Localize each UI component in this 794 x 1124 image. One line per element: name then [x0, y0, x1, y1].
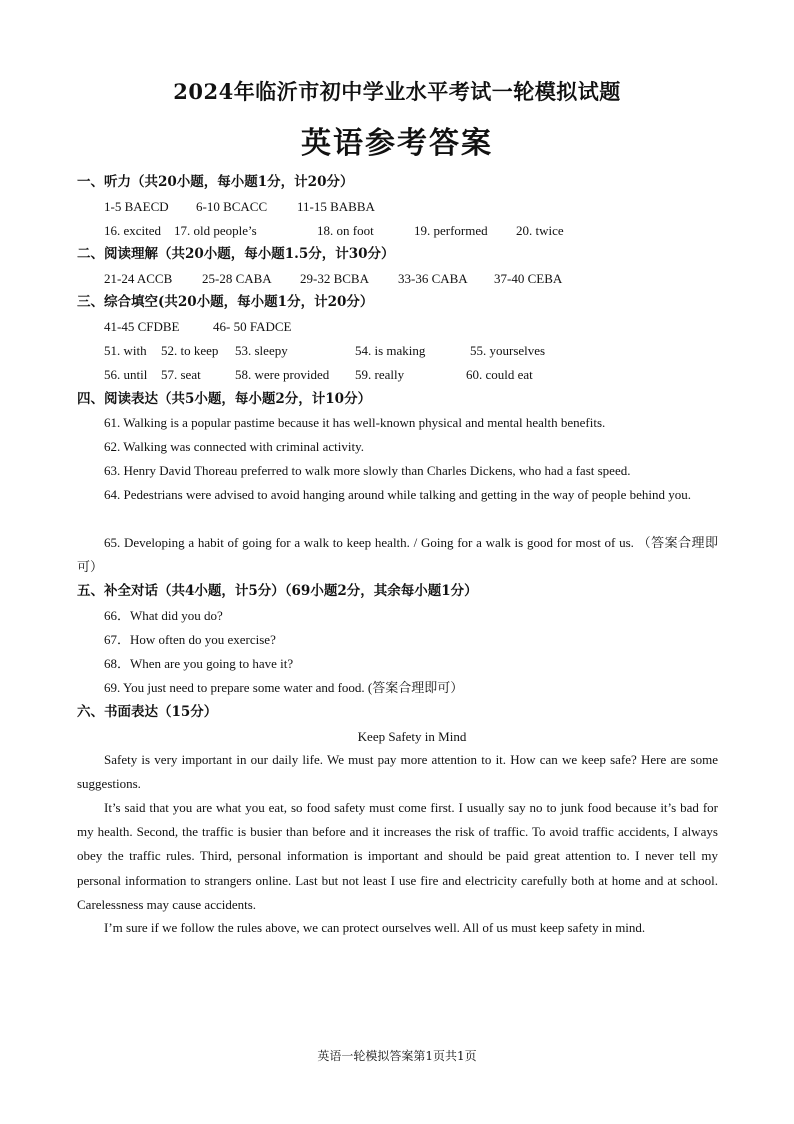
answer-66: 66．What did you do? [104, 608, 223, 623]
section-expression-heading: 四、阅读表达（共5小题，每小题2分，计10分） [77, 391, 372, 407]
essay-title: Keep Safety in Mind [357, 729, 467, 744]
section-dialogue-heading: 五、补全对话（共4小题，计5分）（69小题2分，其余每小题1分） [77, 583, 478, 599]
answer-item: 59. really [355, 367, 405, 382]
section-listening-heading: 一、听力（共20小题，每小题1分，计20分） [77, 174, 354, 190]
essay-paragraph-3: I’m sure if we follow the rules above, we can protect ourselves well. All of us must keep safety in mind. [104, 920, 646, 935]
answer-group: 6-10 BCACC [196, 199, 268, 214]
essay-paragraph-2: It’s said that you are what you eat, so food safety must come first. I usually say no to junk food because it’s bad for my health. Second, the traffic is busier than before and it increases the risk of traffic. To avoid traffic accidents, I always obey the traffic rules. Third, personal information is important and should be paid great attention to. I never tell my personal information to strangers online. Last but not least I use fire and electricity carefully both at home and at school. Carelessness may cause accidents. [77, 800, 718, 912]
answer-68: 68．When are you going to have it? [104, 656, 294, 671]
answer-item: 16. excited [104, 223, 162, 238]
essay-paragraph-1: Safety is very important in our daily life. We must pay more attention to it. How can we keep safe? Here are some suggestions. [77, 752, 718, 792]
answer-69: 69. You just need to prepare some water and food. (答案合理即可） [104, 680, 464, 695]
answer-61: 61. Walking is a popular pastime because it has well-known physical and mental health benefits. [104, 415, 606, 430]
answer-item: 54. is making [355, 343, 426, 358]
answer-group: 33-36 CABA [398, 271, 468, 286]
answer-item: 60. could eat [466, 367, 533, 382]
answer-item: 51. with [104, 343, 147, 358]
section-cloze-heading: 三、综合填空(共20小题，每小题1分，计20分） [77, 294, 374, 310]
answer-group: 21-24 ACCB [104, 271, 173, 286]
answer-item: 20. twice [516, 223, 564, 238]
answer-group: 46- 50 FADCE [213, 319, 292, 334]
answer-item: 55. yourselves [470, 343, 546, 358]
answer-62: 62. Walking was connected with criminal activity. [104, 439, 364, 454]
answer-item: 19. performed [414, 223, 488, 238]
answer-group: 25-28 CABA [202, 271, 272, 286]
answer-group: 41-45 CFDBE [104, 319, 180, 334]
answer-group: 1-5 BAECD [104, 199, 169, 214]
answer-67: 67．How often do you exercise? [104, 632, 276, 647]
answer-group: 29-32 BCBA [300, 271, 369, 286]
answer-key-title: 英语参考答案 [301, 126, 493, 161]
answer-item: 56. until [104, 367, 148, 382]
section-writing-heading: 六、书面表达（15分） [77, 704, 218, 720]
answer-item: 58. were provided [235, 367, 330, 382]
answer-64: 64. Pedestrians were advised to avoid hanging around while talking and getting in the way of people behind you. [104, 487, 692, 502]
answer-item: 52. to keep [161, 343, 219, 358]
page-footer: 英语一轮模拟答案第1页共1页 [317, 1049, 477, 1063]
answer-63: 63. Henry David Thoreau preferred to walk more slowly than Charles Dickens, who had a fast speed. [104, 463, 631, 478]
answer-item: 57. seat [161, 367, 201, 382]
answer-item: 17. old people’s [174, 223, 257, 238]
answer-65: 65. Developing a habit of going for a walk to keep health. / Going for a walk is good for most of us. （答案合理即可） [77, 535, 718, 575]
exam-title: 2024年临沂市初中学业水平考试一轮模拟试题 [173, 79, 621, 104]
answer-group: 11-15 BABBA [297, 199, 375, 214]
section-reading-heading: 二、阅读理解（共20小题，每小题1.5分，计30分） [77, 246, 395, 262]
answer-group: 37-40 CEBA [494, 271, 563, 286]
answer-item: 53. sleepy [235, 343, 288, 358]
answer-item: 18. on foot [317, 223, 374, 238]
